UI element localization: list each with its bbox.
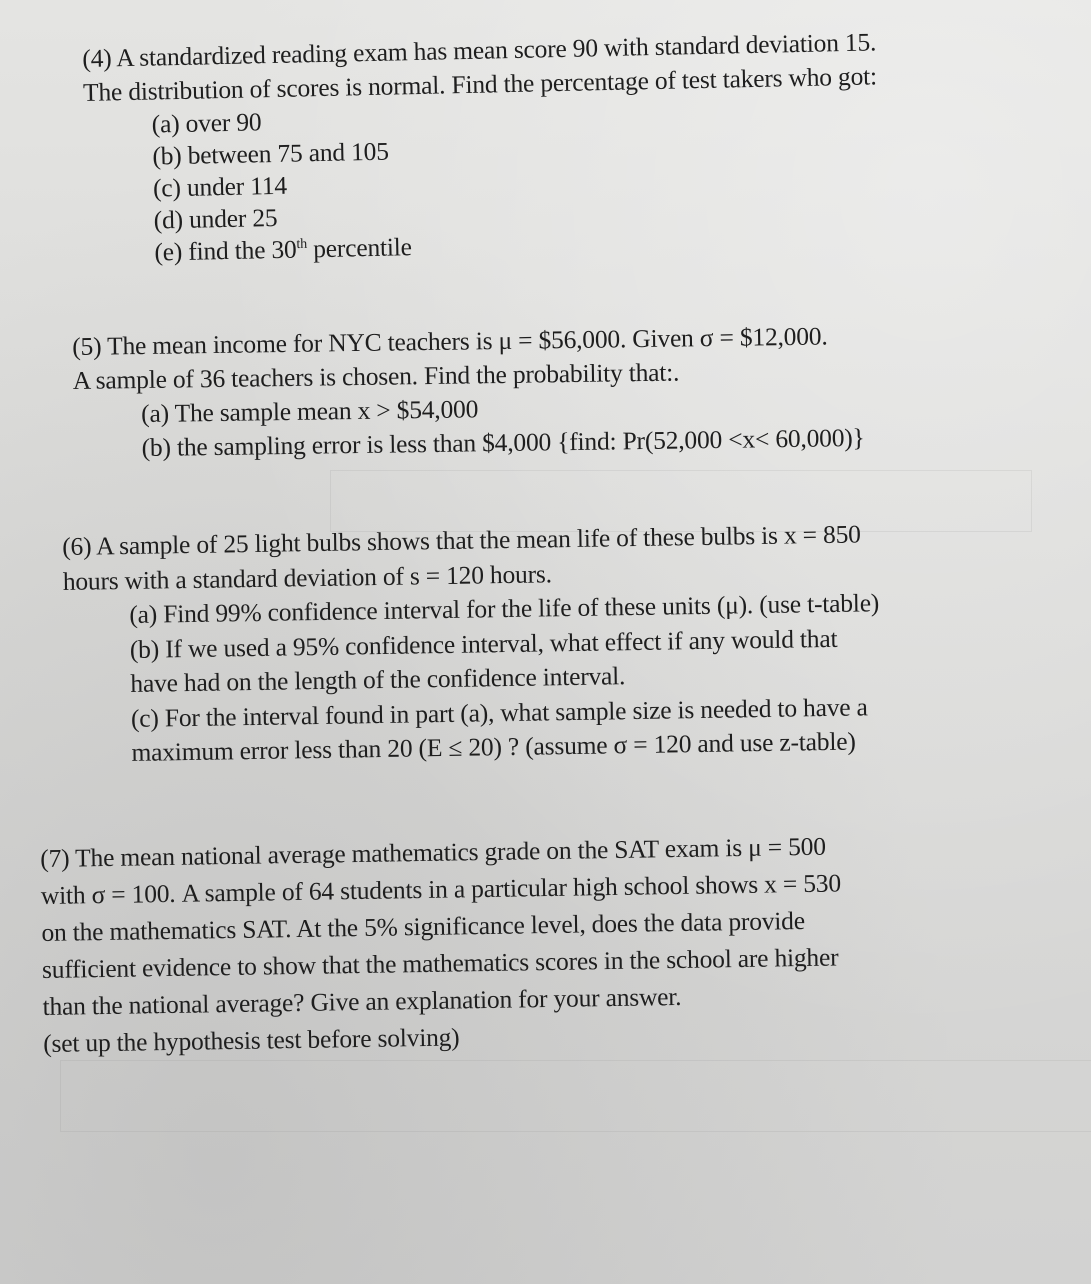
problem-5-part-b: (b) the sampling error is less than $4,000 {find: Pr(52,000 <x< 60,000)} — [141, 422, 865, 463]
problem-4-part-a: (a) over 90 — [151, 107, 262, 139]
problem-7-line-5: than the national average? Give an explanation for your answer. — [42, 981, 682, 1021]
problem-7-line-2: with σ = 100. A sample of 64 students in a particular high school shows x = 530 — [40, 868, 842, 910]
part-e-prefix: (e) find the 30 — [154, 234, 297, 267]
problem-4-part-c: (c) under 114 — [152, 170, 288, 203]
problem-4-line-2: The distribution of scores is normal. Find the percentage of test takers who got: — [82, 61, 878, 107]
problem-6-part-a: (a) Find 99% confidence interval for the life of these units (μ). (use t-table) — [129, 588, 880, 629]
problem-5 — [72, 319, 865, 466]
problem-5-line-2: A sample of 36 teachers is chosen. Find the probability that:. — [72, 357, 680, 395]
problem-7-line-4: sufficient evidence to show that the mathematics scores in the school are higher — [41, 942, 839, 984]
problem-7-line-1: (7) The mean national average mathematics grade on the SAT exam is μ = 500 — [40, 831, 826, 873]
problem-6-part-c: (c) For the interval found in part (a), what sample size is needed to have a — [130, 691, 868, 733]
part-e-suffix: percentile — [306, 232, 413, 264]
problem-6-line-2: hours with a standard deviation of s = 120 hours. — [62, 558, 552, 596]
problem-6 — [62, 517, 882, 771]
part-e-superscript: th — [296, 236, 308, 253]
problem-4-line-1: (4) A standardized reading exam has mean score 90 with standard deviation 15. — [82, 27, 877, 73]
problem-4-part-d: (d) under 25 — [153, 202, 278, 235]
problem-4-part-b: (b) between 75 and 105 — [152, 136, 390, 171]
problem-5-line-1: (5) The mean income for NYC teachers is μ = $56,000. Given σ = $12,000. — [72, 321, 828, 361]
problem-7-line-3: on the mathematics SAT. At the 5% significance level, does the data provide — [41, 905, 806, 947]
problem-5-part-a: (a) The sample mean x > $54,000 — [140, 394, 479, 429]
problem-6-line-1: (6) A sample of 25 light bulbs shows that the mean life of these bulbs is x = 850 — [62, 519, 861, 561]
problem-6-part-b: (b) If we used a 95% confidence interval, what effect if any would that — [129, 623, 838, 664]
problem-6-part-c-cont: maximum error less than 20 (E ≤ 20) ? (assume σ = 120 and use z-table) — [131, 726, 856, 767]
problem-4 — [82, 25, 881, 270]
bleed-through-grid — [60, 1060, 1091, 1132]
problem-7-line-6: (set up the hypothesis test before solving) — [42, 1022, 460, 1058]
problem-6-part-b-cont: have had on the length of the confidence interval. — [130, 661, 626, 698]
problem-7 — [40, 827, 844, 1062]
